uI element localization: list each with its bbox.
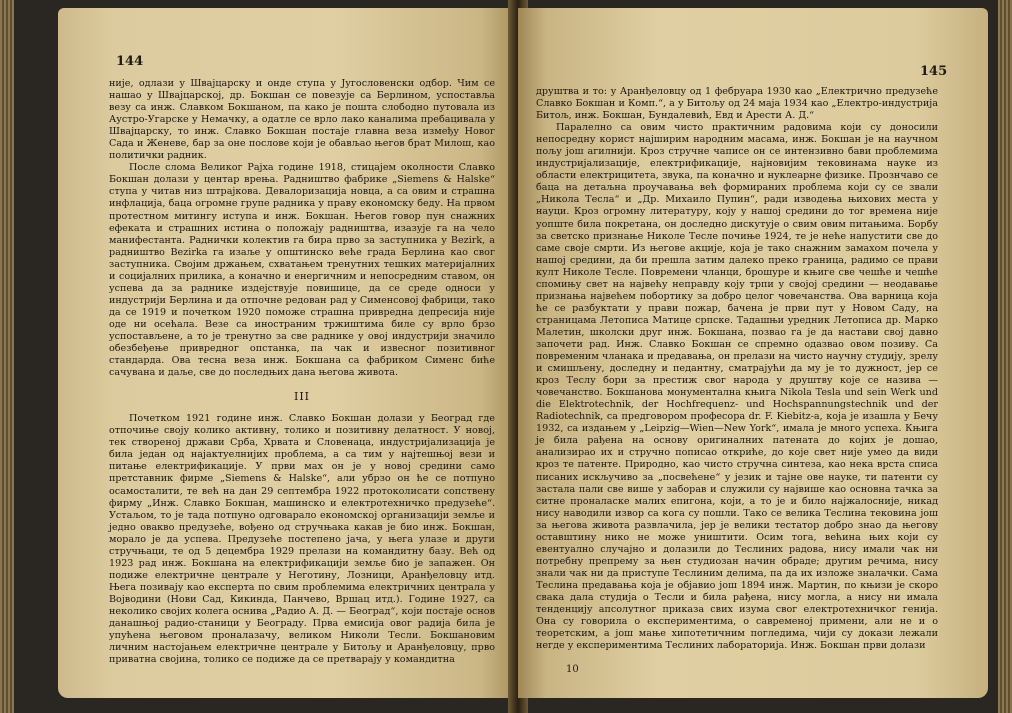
- right-page: [518, 8, 988, 698]
- page-number: 145: [920, 64, 948, 79]
- paragraph: После слома Великог Рајха године 1918, стицајем околности Славко Бокшан долази у центар врења. Радништво фабрике „Siemens & Halske“ ступа у читав низ штрајкова. Девалоризација новца, а са овим и страшна инфлација, баца огромне групе радника у праву економску беду. На првом протестном митингу иступа и инж. Бокшан. Његов говор пун снажних ефеката и страшних истина о положају радништва, изазује га на чело манифестанта. Раднички колектив га бира прво за заступника у Bezirk, а радништво Bezirka га изаље у општинско веће града Берлина као свог заступника. Својим држањем, схватањем тренутних тешких материјалних и социјалних прилика, а коначно и енергичним и непосредним ставом, он успева да за раднике издејствује повишице, да се среде односи у индустрији Берлина и да отпочне редован рад у Сименсовој фабрици, тако да се 1919 и почетком 1920 поможе страшна привредна депресија није оде ни осећала. Везе са иностраним тржиштима биле су врло брзо успостављене, а то је тренутно за све раднике у овој индустрији значило обезбеђење привредног опстанка, па чак и извесног позитивног стандарда. Ова тесна веза инж. Бокшана са фабриком Сименс биће сачувана и даље, све до последњих дана његова живота.: [109, 162, 495, 379]
- page-number: 144: [116, 54, 144, 69]
- left-page-body: [109, 78, 495, 666]
- paragraph: није, одлази у Швајцарску и онде ступа у Југословенски одбор. Чим се нашао у Швајцарској, др. Бокшан се повезује са Берлином, успоставља везу са инж. Славком Бокшаном, па како је пошта слободно путовала из Аустро-Угарске у Немачку, а одатле се врло лако каналима пребацивала у Швајцарску, то инж. Славко Бокшан постаје главна веза између Новог Сада и Женеве, бар за оне пословe који је обављао његов брат Милош, као политички радник.: [109, 78, 495, 162]
- right-page-body: [536, 86, 938, 652]
- left-page-edges: [0, 0, 14, 713]
- left-page: [58, 8, 516, 698]
- right-page-edges: [998, 0, 1012, 713]
- section-heading: III: [293, 390, 311, 404]
- paragraph: Паралелно са овим чисто практичним радовима који су доносили непосредну корист најширим народним масама, инж. Бокшан је на научном пољу још агилнији. Кроз стручне чаписе он се интензивно бави проблемима индустријализације, електрификације, најновијим тековинама науке из области електрицитета, звука, па коначно и нуклеарне физике. Прознчаво се баца на детаљна проучавања већ формираних проблема који су се звали „Никола Тесла“ и „Др. Михаило Пупин“, ради изводења њихових места у науци. Кроз огромну литературу, коју у нашој средини до тог времена није уопште била покретана, он доследно дискутује о свим овим питањима. Борбу за светско признање Николе Тесле почиње 1924, те је неће напустити све до саме своје смрти. Из његове акције, која је тако снажним замахом почела у нашој средини, да би прешла затим далеко преко граница, радимо се прави култ Николе Тесле. Повремени чланци, брошуре и књиге све чешће и чешће спомињу свет на највећу неправду коју трпи у својој средини — неодавање признања највећем побортику за добро целог човечанства. Ова варница која ће се разбуктати у прави пожар, бачена је први пут у Новом Саду, на страницама Летописа Матице српске. Тадашњи уредник Летописа др. Марко Малетин, школски друг инж. Бокшана, позвао га је да настави свој давно започети рад. Инж. Славко Бокшан се спремно одазвао овом позиву. Са повременим чланака и предавања, он прелази на чисто научну студију, зрелу и смишљену, доследну и педантну, сматрајући да му је то дужност, јер се кроз Теслу бори за престиж свог народа у друштву које се назива — човечанство. Бокшанова монументална књига Nikola Tesla und sein Werk und die Elektrotechnik, der Hochfrequenz- und Hochspannungstechnik und der Radiotechnik, са предговором професора dr. F. Kiebitz-a, која је изашла у Бечу 1932, са издањем у „Leipzig—Wien—New York“, имала је много успеха. Књига је била рађена на основу оригиналних патената до којих је дошао, анализирао их и стручно пописао откриће, до коje свет није умео да види кроз те патенте. Природно, као чисто стручна синтеза, као нека врста списа писаних искључиво за „посвећене“ у језик и тајне ове науке, ти патенти су засталa пали све више у заборав и служили су највише као основна тачка за ситне проналаске малих епигона, који, а то је и било најжалосније, никад нису наводили извор са кога су пошли. Тако се велика Теслина тековина још за његова живота развлачила, јер је велики тестатор добро знао да његову оставштину нико не може уништити. Осим тога, већина њих који су евентуално случајно и долазили до Теслиних радова, нису имали чак ни потребну препрему за њен студиозан начин обраде; другим речима, нису знали чак ни да приступе Теслиним делима, па да их изложе зналачки. Сама Теслина предавања која је објавио још 1894 инж. Мартин, по књизи је скоро свака дала студија о Тесли и била рађена, нису могла, а нису ни имала тенденцију апсолутног приказа свих изума свог електротехничког генија. Она су говорила о експериментима, о савременој примени, али не и о теоретским, а још мање хипотетичним погледима, чији су докази лежали негде у експериментима Теслиних лабораторија. Инж. Бокшан први долази: [536, 122, 938, 652]
- paragraph: Почетком 1921 године инж. Славко Бокшан долази у Београд где отпочиње своју колико активну, толико и позитивну делатност. У новој, тек створеној држави Срба, Хрвата и Словенаца, индустријализација је била један од најактуелнијих проблема, а са тим у најтешњој вези и питање електрификације. У први мах он је у новој средини само претставник фирме „Siemens & Halske“, али убрзо он ће се потпуно осамосталити, те већ на дан 29 септембра 1922 протоколисати сопствену фирму „Инж. Славко Бокшан, машинско и електротехничко предузеће“. Устаљом, то је тада потпуно одговарало економској организацији земље и једно овакво предузеће, вођено од стручњака какав је био инж. Бокшан, морало је да успева. Предузеће постепено јача, у њега улазе и други стручњаци, те од 5 децембра 1929 прелази на командитну базу. Већ од 1923 рад инж. Бокшана на електрификацији земље био је запажен. Он подиже електричне централе у Неготину, Лозници, Аранђеловцу итд. Њега позивају као експерта по свим проблемима електричних централа у Војводини (Нови Сад, Кикинда, Панчево, Вршац итд.). Године 1927, са неколико својих колега оснива „Радио А. Д. — Београд“, који постаје основ данашњој радио-станици у Београду. Прва емисија овог радија била је упућена његовом проналазачу, великом Николи Тесли. Бокшановим личним настојањем електричне централе у Битољу и Аранђеловцу, прво приватна својина, толико се подиже да се претварају у командитна: [109, 413, 495, 666]
- signature-number: 10: [566, 664, 579, 675]
- paragraph: друштва и то: у Аранђеловцу од 1 фебруара 1930 као „Електрично предузеће Славко Бокшан и Комп.“, а у Битољу од 24 маја 1934 као „Електро-индустрија Битољ, инж. Бокшан, Бундалевић, Евд и Арести А. Д.“: [536, 86, 938, 122]
